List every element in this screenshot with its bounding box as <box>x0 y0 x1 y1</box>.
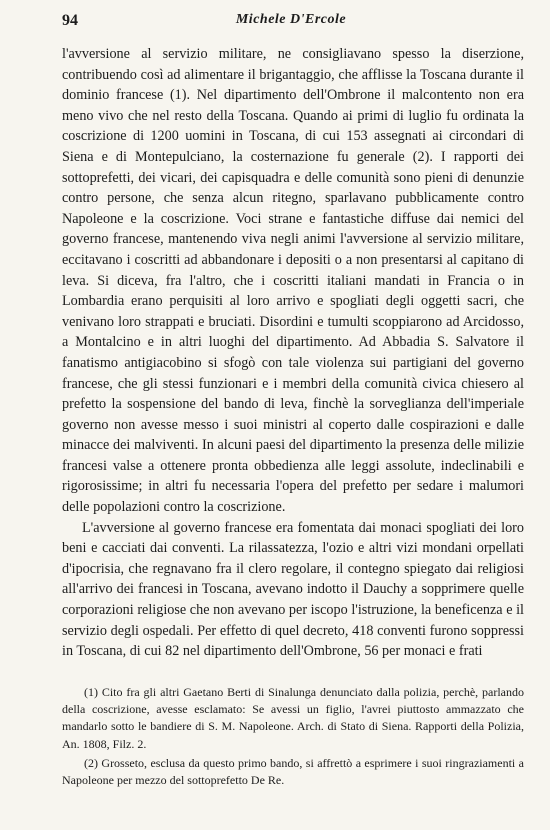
footnote: (1) Cito fra gli altri Gaetano Berti di Sinalunga denunciato dalla polizia, perchè, parlando della coscrizione, avesse esclamato: Se avessi un figlio, l'avrei piuttosto ammazzato che mandarlo sotto le bandiere di S. M. Napoleone. Arch. di Stato di Siena. Rapporti della Polizia, An. 1808, Filz. 2. <box>62 685 524 751</box>
footnotes <box>62 684 524 789</box>
page-number: 94 <box>62 12 78 29</box>
running-title: Michele D'Ercole <box>235 12 347 27</box>
footnote: (2) Grosseto, esclusa da questo primo bando, si affrettò a esprimere i suoi ringraziamenti a Napoleone per mezzo del sottoprefetto De Re. <box>62 755 524 788</box>
page-header <box>62 10 520 32</box>
body-text <box>62 44 524 662</box>
paragraph: l'avversione al servizio militare, ne consigliavano spesso la diserzione, contribuendo così ad alimentare il brigantaggio, che afflisse la Toscana durante il dominio francese (1). Nel dipartimento dell'Ombrone il malcontento non era meno vivo che nel resto della Toscana. Quando ai primi di luglio fu ordinata la coscrizione di 1200 uomini in Toscana, di cui 153 assegnati ai circondari di Siena e di Montepulciano, la costernazione fu generale (2). I rapporti dei sottoprefetti, dei vicari, dei capisquadra e delle comunità sono pieni di denunzie contro persone, che senza alcun ritegno, sparlavano pubblicamente contro Napoleone e la coscrizione. Voci strane e fantastiche diffuse dai nemici del governo francese, mantenendo viva negli animi l'avversione al servizio militare, eccitavano i coscritti ad abbandonare i depositi o a non presentarsi al capitano di leva. Si diceva, fra l'altro, che i coscritti italiani mandati in Francia o in Lombardia erano perquisiti al loro arrivo e spogliati degli oggetti sacri, che venivano loro strappati e bruciati. Disordini e tumulti scoppiarono ad Arcidosso, a Montalcino e in altri luoghi del dipartimento. Ad Abbadia S. Salvatore il fanatismo antigiacobino si sfogò con tale violenza sui partigiani del governo francese, che gli stessi funzionari e i membri della comunità civica chiesero al prefetto la sospensione del bando di leva, finchè la sorveglianza dell'imperiale governo non avesse messo i suoi ministri al coperto dalle cospirazioni e dalle minacce dei malviventi. In alcuni paesi del dipartimento la presenza delle milizie francesi valse a ottenere pronta obbedienza alle leggi assolute, indeclinabili e rigorosissime; in altri fu necessaria l'opera del prefetto per sedare i malumori delle popolazioni contro la coscrizione. <box>62 46 524 516</box>
paragraph: L'avversione al governo francese era fomentata dai monaci spogliati dei loro beni e cacciati dai conventi. La rilassatezza, l'ozio e altri vizi mondani orpellati d'ipocrisia, che regnavano fra il clero regolare, il contegno spiegato dai religiosi all'arrivo dei francesi in Toscana, avevano indotto il Dauchy a sopprimere quelle corporazioni religiose che non avevano per iscopo l'istruzione, la beneficenza e il servizio degli ospedali. Per effetto di quel decreto, 418 conventi furono soppressi in Toscana, di cui 82 nel dipartimento dell'Ombrone, 56 per monaci e frati <box>62 519 524 660</box>
